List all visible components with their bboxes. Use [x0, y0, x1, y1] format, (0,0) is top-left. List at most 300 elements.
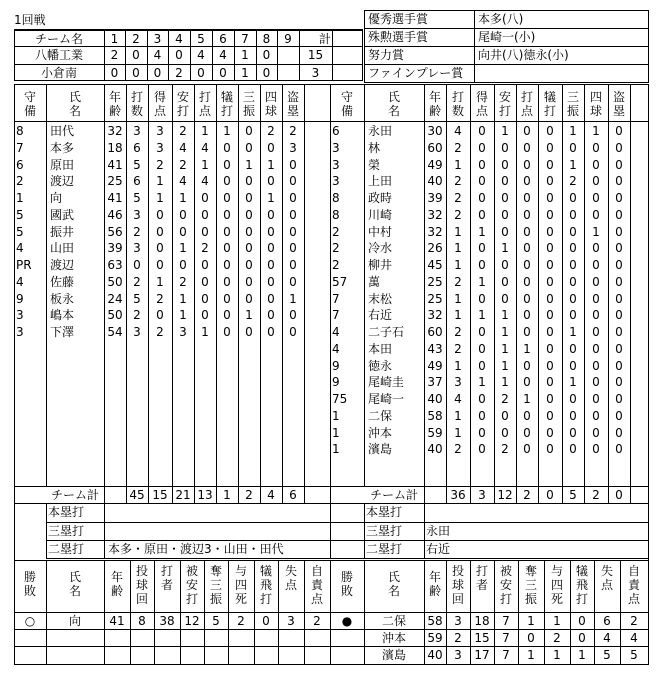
batter-stat: 0 [201, 274, 209, 289]
batter-pos: 4 [332, 341, 340, 356]
batter-stat: 1 [179, 291, 187, 306]
batter-age: 40 [427, 442, 443, 457]
batter-stat: 1 [289, 291, 297, 306]
extra-label: 三塁打 [48, 524, 85, 538]
batter-pos: 9 [332, 358, 340, 373]
batter-stat: 0 [201, 191, 209, 205]
batter-pos: 1 [332, 442, 340, 457]
batter-name: 本多 [50, 140, 75, 155]
batter-stat: 2 [454, 191, 462, 205]
batter-name: 萬 [368, 274, 381, 289]
batter-stat: 0 [245, 174, 253, 189]
pitcher-stat: 0 [262, 614, 270, 628]
team-total-value: 4 [267, 488, 275, 502]
batter-name: 國武 [50, 207, 75, 222]
batter-stat: 4 [201, 174, 209, 189]
header-pos: 守備 [23, 90, 36, 118]
batter-name: 冷水 [368, 241, 393, 256]
pitcher-age: 59 [427, 631, 443, 645]
pitcher-stat: 2 [553, 631, 561, 645]
batter-name: 政時 [368, 191, 393, 205]
batter-age: 32 [107, 124, 123, 138]
batter-stat: 0 [478, 258, 486, 272]
score-inning-value: 0 [197, 66, 205, 80]
batter-stat: 1 [201, 124, 209, 138]
batter-stat: 0 [201, 291, 209, 306]
batter-stat: 0 [615, 425, 623, 440]
batter-pos: 4 [332, 325, 340, 339]
batter-stat: 0 [569, 425, 577, 440]
pitcher-name: 二保 [381, 614, 406, 628]
team-total-value: 2 [245, 488, 253, 502]
score-header-inning: 9 [284, 32, 292, 46]
batter-stat: 0 [245, 325, 253, 339]
batter-stat: 0 [546, 258, 554, 272]
batter-stat: 0 [615, 341, 623, 356]
batter-stat: 1 [569, 124, 577, 138]
batter-name: 佐藤 [50, 274, 75, 289]
batter-stat: 0 [523, 124, 531, 138]
grid-line [648, 10, 649, 83]
pitcher-stat: 3 [454, 648, 462, 662]
extra-value-left: 本多・原田・渡辺3・山田・田代 [108, 542, 284, 556]
batter-stat: 1 [569, 375, 577, 390]
score-header-inning: 3 [153, 32, 162, 46]
batter-stat: 0 [569, 140, 577, 155]
grid-line [180, 560, 181, 665]
grid-line [278, 560, 279, 665]
score-header-inning: 7 [241, 32, 249, 46]
batter-stat: 0 [592, 375, 600, 390]
team-total-value: 5 [569, 488, 577, 502]
batter-name: 振井 [50, 224, 75, 239]
batter-stat: 1 [501, 358, 509, 373]
batter-stat: 0 [615, 241, 623, 256]
batter-stat: 0 [223, 157, 231, 172]
pitcher-stat: 2 [454, 631, 462, 645]
batter-stat: 0 [245, 258, 253, 272]
pitcher-stat: 2 [313, 614, 321, 628]
batter-name: 尾崎一 [368, 392, 405, 406]
batter-age: 32 [427, 224, 443, 239]
batter-stat: 2 [156, 325, 164, 339]
batter-stat: 1 [523, 341, 531, 356]
batter-stat: 0 [569, 442, 577, 457]
batter-stat: 6 [133, 174, 141, 189]
batter-stat: 1 [179, 241, 187, 256]
batter-stat: 0 [478, 191, 486, 205]
pitcher-stat: 3 [287, 614, 295, 628]
pitch-header-er: 自責点 [310, 564, 323, 606]
batter-stat: 1 [201, 157, 209, 172]
batter-stat: 4 [179, 174, 187, 189]
batter-stat: 3 [133, 325, 141, 339]
batter-stat: 0 [267, 224, 275, 239]
batter-stat: 0 [478, 408, 486, 423]
batter-stat: 0 [592, 258, 600, 272]
grid-line [154, 560, 155, 665]
batter-stat: 0 [546, 241, 554, 256]
grid-line [14, 30, 363, 31]
batter-stat: 0 [223, 174, 231, 189]
batter-age: 24 [107, 291, 123, 306]
batter-age: 60 [427, 325, 443, 339]
batter-stat: 2 [179, 157, 187, 172]
batter-age: 58 [427, 408, 443, 423]
batter-stat: 0 [592, 174, 600, 189]
pitching-top [14, 560, 649, 561]
batter-stat: 0 [223, 191, 231, 205]
pitcher-name: 沖本 [381, 631, 406, 645]
batter-stat: 1 [156, 174, 164, 189]
grid-line [630, 486, 631, 504]
batter-stat: 1 [454, 425, 462, 440]
batter-stat: 0 [592, 325, 600, 339]
batter-stat: 1 [592, 224, 600, 239]
batter-stat: 0 [133, 258, 141, 272]
batter-stat: 6 [133, 140, 141, 155]
batter-pos: 7 [16, 140, 24, 155]
batter-pos: 1 [332, 425, 340, 440]
batter-stat: 0 [546, 174, 554, 189]
batter-pos: 9 [332, 375, 340, 390]
batter-stat: 1 [201, 325, 209, 339]
batter-stat: 2 [454, 325, 462, 339]
batter-stat: 0 [501, 274, 509, 289]
pitcher-stat: 4 [630, 631, 638, 645]
batter-stat: 0 [523, 325, 531, 339]
score-inning-value: 4 [153, 48, 162, 62]
pitcher-stat: 1 [578, 648, 586, 662]
batter-stat: 0 [592, 408, 600, 423]
batter-stat: 2 [201, 241, 209, 256]
batter-stat: 1 [501, 341, 509, 356]
batter-stat: 0 [615, 358, 623, 373]
batter-stat: 3 [133, 241, 141, 256]
batter-stat: 0 [569, 358, 577, 373]
pitch-header-bb: 与四死 [550, 564, 563, 606]
batter-stat: 0 [267, 241, 275, 256]
batter-stat: 0 [592, 291, 600, 306]
pitch-header-name: 氏名 [68, 570, 81, 598]
extra-label: 二塁打 [48, 542, 85, 556]
batter-age: 43 [427, 341, 443, 356]
batter-age: 39 [107, 241, 123, 256]
batter-stat: 0 [615, 375, 623, 390]
extra-line [46, 558, 649, 559]
batter-pos: 1 [16, 191, 24, 205]
batter-stat: 0 [592, 157, 600, 172]
batter-stat: 4 [201, 140, 209, 155]
batter-stat: 1 [501, 308, 509, 323]
header-h: 安打 [498, 90, 511, 118]
batter-stat: 0 [592, 207, 600, 222]
batter-stat: 0 [501, 291, 509, 306]
header-ab: 打数 [451, 90, 464, 118]
batter-stat: 1 [478, 224, 486, 239]
batter-stat: 0 [245, 241, 253, 256]
pitcher-stat: 5 [630, 648, 638, 662]
pitcher-stat: 7 [502, 614, 510, 628]
batter-stat: 0 [523, 140, 531, 155]
header-bb: 四球 [264, 90, 277, 118]
batter-stat: 0 [478, 325, 486, 339]
batter-stat: 0 [615, 308, 623, 323]
pitcher-age: 58 [427, 614, 443, 628]
batter-stat: 0 [546, 224, 554, 239]
batter-name: 榮 [368, 157, 381, 172]
team-total-value: 0 [615, 488, 623, 502]
batter-stat: 1 [501, 375, 509, 390]
batter-name: 渡辺 [50, 174, 75, 189]
batter-stat: 0 [569, 207, 577, 222]
batter-name: 中村 [368, 224, 393, 239]
batter-stat: 0 [267, 274, 275, 289]
batter-stat: 0 [245, 291, 253, 306]
batting-top [14, 84, 649, 85]
header-h: 安打 [176, 90, 189, 118]
batter-stat: 0 [245, 207, 253, 222]
pitch-header-h: 被安打 [499, 564, 512, 606]
batter-pos: 4 [16, 274, 24, 289]
batter-stat: 3 [133, 207, 141, 222]
grid-line [330, 560, 331, 665]
pitch-header-wl: 勝敗 [23, 570, 36, 598]
grid-line [14, 486, 15, 504]
batter-stat: 0 [501, 425, 509, 440]
batter-stat: 0 [523, 207, 531, 222]
batter-name: 右近 [368, 308, 393, 323]
pitcher-stat: 0 [578, 614, 586, 628]
batter-name: 林 [368, 140, 381, 155]
header-bb: 四球 [589, 90, 602, 118]
batter-pos: 2 [332, 224, 340, 239]
batter-pos: PR [16, 258, 32, 272]
batter-stat: 0 [501, 140, 509, 155]
batter-stat: 0 [289, 258, 297, 272]
batter-stat: 0 [478, 140, 486, 155]
batter-stat: 0 [615, 291, 623, 306]
grid-line [14, 503, 15, 561]
score-header-inning: 1 [110, 32, 119, 46]
batter-stat: 1 [454, 358, 462, 373]
batter-name: 田代 [50, 124, 75, 138]
batter-name: 渡辺 [50, 258, 75, 272]
team-total-value: 36 [450, 488, 466, 502]
pitcher-result: ○ [24, 614, 36, 628]
grid-line [330, 486, 331, 504]
pitch-header-r: 失点 [284, 564, 297, 592]
batter-stat: 2 [454, 140, 462, 155]
header-pos: 守備 [340, 90, 353, 118]
extra-value-right: 右近 [426, 542, 451, 556]
score-header-inning: 4 [175, 32, 183, 46]
grid-line [304, 84, 305, 487]
batter-stat: 1 [223, 124, 231, 138]
batter-age: 41 [107, 157, 123, 172]
batter-stat: 0 [245, 124, 253, 138]
batter-stat: 1 [478, 308, 486, 323]
batter-pos: 2 [332, 258, 340, 272]
batter-stat: 0 [289, 207, 297, 222]
batter-stat: 0 [179, 258, 187, 272]
batter-stat: 0 [267, 291, 275, 306]
grid-line [204, 560, 205, 665]
score-inning-value: 0 [262, 48, 271, 62]
batter-name: 山田 [50, 241, 75, 256]
batter-stat: 5 [133, 291, 141, 306]
batter-age: 50 [107, 274, 123, 289]
batter-age: 56 [107, 224, 123, 239]
batter-stat: 3 [179, 325, 187, 339]
grid-line [364, 84, 365, 487]
batter-name: 末松 [368, 291, 393, 306]
batter-name: 嶋本 [50, 308, 75, 323]
grid-line [14, 46, 363, 47]
batter-stat: 0 [267, 258, 275, 272]
batter-pos: 6 [16, 157, 24, 172]
award-label: 努力賞 [368, 48, 405, 62]
extra-label: 本塁打 [366, 505, 403, 519]
batter-stat: 0 [592, 274, 600, 289]
batter-stat: 1 [592, 124, 600, 138]
grid-line [648, 503, 649, 561]
batter-pos: 3 [332, 157, 340, 172]
grid-line [330, 84, 331, 487]
batter-stat: 1 [501, 325, 509, 339]
grid-line [630, 84, 631, 487]
batter-stat: 0 [501, 207, 509, 222]
pitch-header-age: 年齢 [110, 570, 123, 598]
extra-value-right: 永田 [426, 524, 451, 538]
batter-stat: 0 [592, 442, 600, 457]
team-total-value: 6 [289, 488, 297, 502]
batter-stat: 0 [546, 425, 554, 440]
batter-age: 26 [427, 241, 443, 256]
batter-stat: 0 [523, 274, 531, 289]
batter-stat: 0 [201, 258, 209, 272]
score-inning-value: 4 [219, 48, 227, 62]
batter-stat: 0 [523, 425, 531, 440]
grid-line [104, 503, 105, 559]
batter-stat: 0 [523, 291, 531, 306]
pitch-header-sf: 犠飛打 [259, 564, 272, 606]
batter-stat: 0 [592, 392, 600, 406]
batter-pos: 1 [332, 408, 340, 423]
batter-stat: 0 [615, 191, 623, 205]
batter-stat: 2 [289, 124, 297, 138]
batter-stat: 0 [546, 308, 554, 323]
batter-stat: 0 [592, 358, 600, 373]
grid-line [254, 560, 255, 665]
grid-line [14, 560, 15, 665]
grid-line [364, 10, 365, 83]
batter-stat: 0 [223, 140, 231, 155]
batter-age: 30 [427, 124, 443, 138]
grid-line [648, 560, 649, 665]
team-total-value: 21 [175, 488, 191, 502]
pitcher-name: 向 [68, 614, 81, 628]
batter-stat: 4 [454, 124, 462, 138]
batter-stat: 1 [156, 274, 164, 289]
grid-line [364, 82, 649, 83]
batter-name: 板永 [50, 291, 75, 306]
batter-stat: 0 [501, 157, 509, 172]
batter-stat: 2 [454, 341, 462, 356]
batter-pos: 5 [16, 207, 24, 222]
batter-stat: 1 [245, 157, 253, 172]
team-total-value: 3 [478, 488, 486, 502]
batter-stat: 0 [478, 425, 486, 440]
batter-stat: 0 [546, 124, 554, 138]
batter-stat: 3 [454, 375, 462, 390]
batter-stat: 0 [179, 207, 187, 222]
batter-age: 39 [427, 191, 443, 205]
batter-stat: 0 [223, 224, 231, 239]
grid-line [364, 46, 649, 47]
grid-line [474, 10, 475, 83]
batter-name: 向 [50, 191, 63, 205]
batter-pos: 8 [332, 191, 340, 205]
score-inning-value: 1 [241, 48, 249, 62]
batter-stat: 0 [267, 325, 275, 339]
batter-stat: 0 [523, 442, 531, 457]
grid-line [46, 560, 47, 665]
grid-line [46, 503, 47, 559]
batter-stat: 0 [289, 274, 297, 289]
header-sac: 犠打 [220, 90, 233, 118]
pitcher-stat: 7 [502, 648, 510, 662]
batter-name: 原田 [50, 157, 75, 172]
team-total-label-right: チーム計 [369, 488, 418, 502]
batter-name: 徳永 [368, 358, 393, 373]
pitching-row-line [14, 629, 649, 630]
batter-stat: 0 [156, 308, 164, 323]
batter-stat: 0 [501, 408, 509, 423]
batter-age: 54 [107, 325, 123, 339]
batter-pos: 4 [16, 241, 24, 256]
batter-stat: 3 [156, 124, 164, 138]
pitch-header-so: 奪三振 [209, 564, 222, 606]
pitcher-age: 41 [109, 614, 125, 628]
batter-stat: 0 [569, 274, 577, 289]
batter-stat: 0 [201, 207, 209, 222]
batter-name: 川崎 [368, 207, 393, 222]
batter-stat: 2 [179, 124, 187, 138]
grid-line [648, 84, 649, 487]
batter-age: 49 [427, 157, 443, 172]
batter-stat: 0 [156, 241, 164, 256]
batter-stat: 0 [615, 392, 623, 406]
pitch-header-er: 自責点 [627, 564, 640, 606]
batter-stat: 0 [546, 274, 554, 289]
batter-stat: 0 [546, 157, 554, 172]
batter-pos: 8 [332, 207, 340, 222]
batter-stat: 0 [478, 358, 486, 373]
batter-stat: 0 [478, 392, 486, 406]
batter-stat: 0 [615, 258, 623, 272]
score-inning-value: 0 [262, 66, 271, 80]
batter-stat: 3 [156, 140, 164, 155]
batter-pos: 3 [332, 174, 340, 189]
batter-name: 下澤 [50, 325, 75, 339]
batter-pos: 2 [16, 174, 24, 189]
pitch-header-so: 奪三振 [524, 564, 537, 606]
batter-pos: 57 [332, 274, 348, 289]
batter-stat: 2 [179, 274, 187, 289]
pitch-header-ip: 投球回 [135, 564, 148, 606]
batter-pos: 7 [332, 308, 340, 323]
